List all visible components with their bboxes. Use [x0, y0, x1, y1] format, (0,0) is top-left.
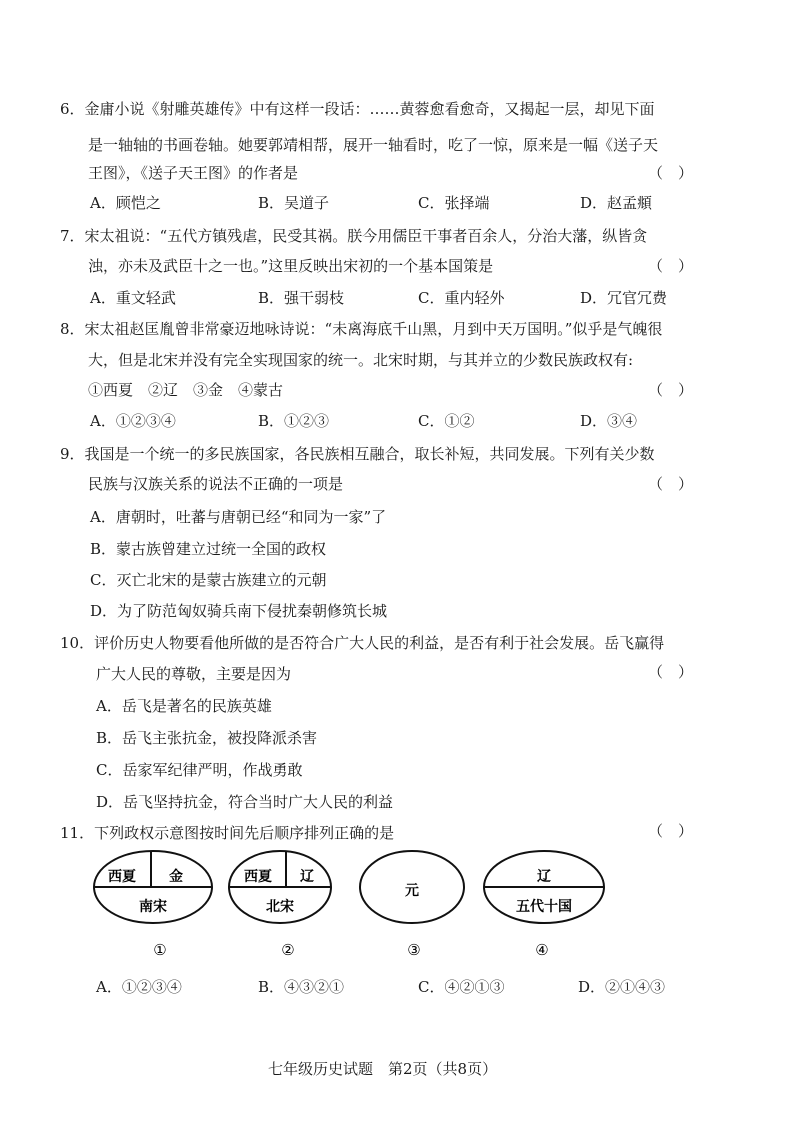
question-9-line-2: 民族与汉族关系的说法不正确的一项是 [88, 475, 344, 493]
option-c: C．④②①③ [418, 978, 505, 996]
diagram-4-label: ④ [535, 941, 549, 959]
answer-blank: （ ） [648, 475, 694, 493]
page-footer: 七年级历史试题 第2页（共8页） [268, 1060, 498, 1078]
diagram-1 [94, 851, 212, 959]
diagram-2-top-right: 辽 [300, 869, 314, 885]
answer-blank: （ ） [648, 381, 694, 399]
option-b: B．岳飞主张抗金，被投降派杀害 [96, 729, 318, 747]
question-11-line-1: 11．下列政权示意图按时间先后顺序排列正确的是 [60, 824, 395, 842]
option-c: C．灭亡北宋的是蒙古族建立的元朝 [90, 571, 327, 589]
diagram-4 [484, 851, 604, 959]
answer-blank: （ ） [648, 663, 694, 681]
question-10-line-2: 广大人民的尊敬，主要是因为 [96, 665, 292, 683]
question-8-line-3: ①西夏 ②辽 ③金 ④蒙古 [88, 381, 284, 399]
question-10-line-1: 10．评价历史人物要看他所做的是否符合广大人民的利益，是否有利于社会发展。岳飞赢得 [60, 634, 665, 652]
diagram-2-top-left: 西夏 [244, 869, 272, 885]
option-d: D．岳飞坚持抗金，符合当时广大人民的利益 [96, 793, 394, 811]
option-a: A．岳飞是著名的民族英雄 [96, 697, 272, 715]
diagram-1-label: ① [153, 941, 167, 959]
option-c: C．①② [418, 412, 475, 430]
option-a: A．①②③④ [96, 978, 182, 996]
option-d: D．②①④③ [578, 978, 666, 996]
option-a: A．①②③④ [90, 412, 176, 430]
diagram-4-bottom: 五代十国 [516, 899, 572, 915]
option-d: D．为了防范匈奴骑兵南下侵扰秦朝修筑长城 [90, 602, 388, 620]
question-7-line-2: 浊，亦未及武臣十之一也。”这里反映出宋初的一个基本国策是 [88, 257, 494, 275]
option-d: D．赵孟頫 [580, 194, 653, 212]
diagram-1-top-left: 西夏 [108, 869, 136, 885]
option-a: A．顾恺之 [90, 194, 161, 212]
option-d: D．③④ [580, 412, 638, 430]
diagram-3-label: ③ [407, 941, 421, 959]
question-7-line-1: 7．宋太祖说：“五代方镇残虐，民受其祸。朕今用儒臣干事者百余人，分治大藩，纵皆贪 [60, 227, 648, 245]
diagram-2-bottom: 北宋 [266, 899, 294, 915]
question-6-line-1: 6．金庸小说《射雕英雄传》中有这样一段话：……黄蓉愈看愈奇，又揭起一层，却见下面 [60, 100, 655, 118]
option-d: D．冗官冗费 [580, 289, 668, 307]
option-b: B．强干弱枝 [258, 289, 345, 307]
option-b: B．蒙古族曾建立过统一全国的政权 [90, 540, 327, 558]
option-a: A．重文轻武 [90, 289, 176, 307]
option-b: B．①②③ [258, 412, 330, 430]
question-6-line-3: 王图》，《送子天王图》的作者是 [88, 164, 299, 182]
answer-blank: （ ） [648, 822, 694, 840]
diagram-3 [360, 851, 464, 959]
diagram-2-label: ② [281, 941, 295, 959]
diagram-1-top-right: 金 [169, 869, 183, 885]
answer-blank: （ ） [648, 257, 694, 275]
question-8-line-2: 大，但是北宋并没有完全实现国家的统一。北宋时期，与其并立的少数民族政权有: [88, 351, 634, 369]
option-c: C．重内轻外 [418, 289, 505, 307]
option-a: A．唐朝时，吐蕃与唐朝已经“和同为一家”了 [90, 508, 387, 526]
diagram-2 [229, 851, 331, 959]
question-9-line-1: 9．我国是一个统一的多民族国家，各民族相互融合，取长补短，共同发展。下列有关少数 [60, 445, 655, 463]
option-b: B．吴道子 [258, 194, 330, 212]
option-c: C．岳家军纪律严明，作战勇敢 [96, 761, 303, 779]
answer-blank: （ ） [648, 164, 694, 182]
option-b: B．④③②① [258, 978, 345, 996]
question-6-line-2: 是一轴轴的书画卷轴。她要郭靖相帮，展开一轴看时，吃了一惊，原来是一幅《送子天 [88, 136, 659, 154]
diagram-3-center: 元 [405, 883, 419, 899]
option-c: C．张择端 [418, 194, 490, 212]
question-8-line-1: 8．宋太祖赵匡胤曾非常豪迈地咏诗说：“未离海底千山黑，月到中天万国明。”似乎是气魄很 [60, 320, 663, 338]
diagram-4-top: 辽 [537, 869, 551, 885]
regime-diagrams [0, 845, 794, 975]
diagram-1-bottom: 南宋 [139, 899, 167, 915]
